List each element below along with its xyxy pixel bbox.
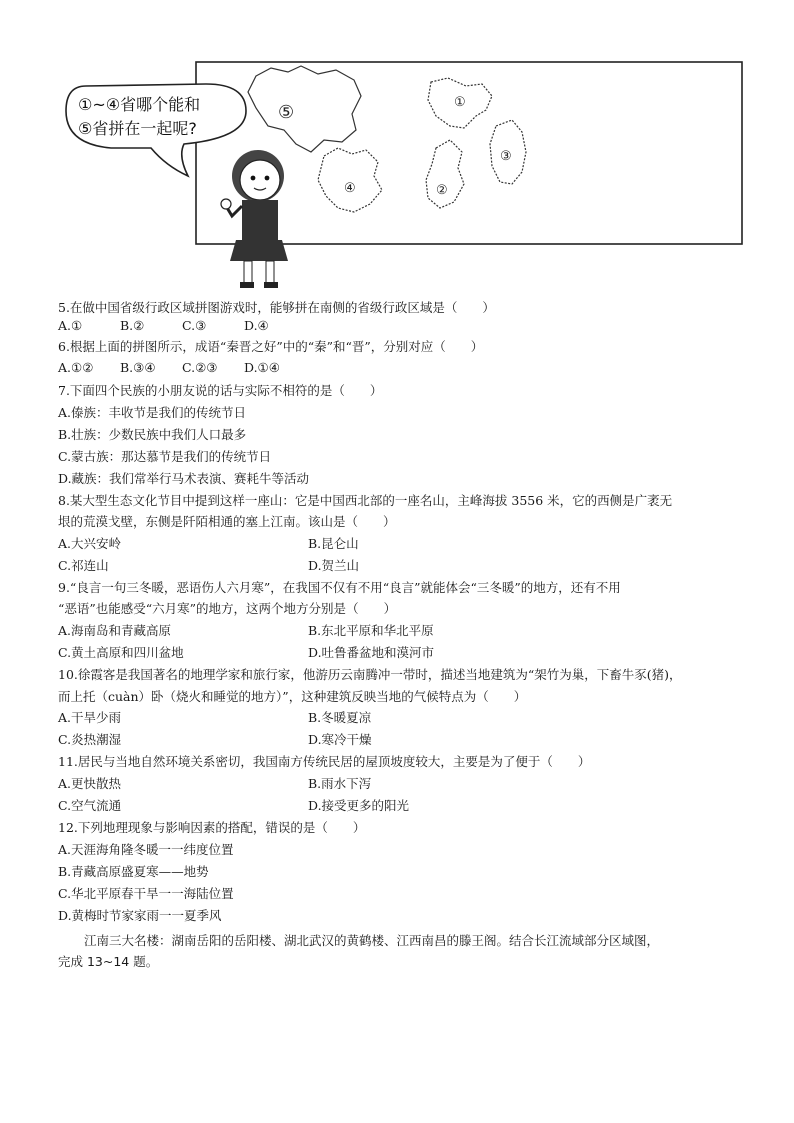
question-8-line-1: 8.某大型生态文化节目中提到这样一座山：它是中国西北部的一座名山，主峰海拔 3556 米，它的西侧是广袤无 [58,493,673,508]
question-10-options-row2 [58,732,558,748]
q5-option-a[interactable]: A.① [58,318,83,333]
q8-option-d[interactable]: D.贺兰山 [308,558,360,573]
q9-option-d[interactable]: D.吐鲁番盆地和漠河市 [308,645,435,660]
q12-option-c[interactable]: C.华北平原春干旱一一海陆位置 [58,886,234,901]
province-5-label: ⑤ [278,102,295,123]
q9-option-a[interactable]: A.海南岛和青藏高原 [58,623,172,638]
question-6: 6.根据上面的拼图所示，成语“秦晋之好”中的“秦”和“晋”，分别对应（ ） [58,339,484,354]
province-3-label: ③ [500,149,512,164]
question-8-options-row1 [58,536,558,552]
question-11-options-row1 [58,776,558,792]
speech-line-2: ⑤省拼在一起呢? [78,119,197,138]
question-9-line-1: 9.“良言一句三冬暖，恶语伤人六月寒”，在我国不仅有不用“良言”就能体会“三冬暖”的地方，还有不用 [58,580,621,595]
question-8-options-row2 [58,558,558,574]
q11-option-a[interactable]: A.更快散热 [58,776,122,791]
q9-option-b[interactable]: B.东北平原和华北平原 [308,623,434,638]
intro-line-1: 江南三大名楼：湖南岳阳的岳阳楼、湖北武汉的黄鹤楼、江西南昌的滕王阁。结合长江流域部分区域图， [84,933,660,948]
intro-line-2: 完成 13~14 题。 [58,954,159,969]
q12-option-d[interactable]: D.黄梅时节家家雨一一夏季风 [58,908,222,923]
q5-option-c[interactable]: C.③ [182,318,207,333]
q5-option-d[interactable]: D.④ [244,318,269,333]
puzzle-illustration [56,56,746,296]
question-11-options-row2 [58,798,558,814]
q10-option-a[interactable]: A.干旱少雨 [58,710,122,725]
question-10-options-row1 [58,710,558,726]
q5-option-b[interactable]: B.② [120,318,145,333]
question-8-line-2: 垠的荒漠戈壁，东侧是阡陌相通的塞上江南。该山是（ ） [58,514,396,529]
question-12: 12.下列地理现象与影响因素的搭配，错误的是（ ） [58,820,366,835]
q6-option-b[interactable]: B.③④ [120,360,156,375]
q10-option-c[interactable]: C.炎热潮湿 [58,732,122,747]
q7-option-b[interactable]: B.壮族：少数民族中我们人口最多 [58,427,247,442]
speech-line-1: ①~④省哪个能和 [78,95,201,114]
q8-option-b[interactable]: B.昆仑山 [308,536,359,551]
question-6-options [58,360,306,376]
question-10-line-1: 10.徐霞客是我国著名的地理学家和旅行家，他游历云南腾冲一带时，描述当地建筑为“架竹为巢，下畜牛豕(猪)， [58,667,682,682]
question-10-line-2: 而上托（cuàn）卧（烧火和睡觉的地方）”，这种建筑反映当地的气候特点为（ ） [58,689,527,704]
q8-option-c[interactable]: C.祁连山 [58,558,109,573]
question-5-options [58,318,306,334]
q10-option-d[interactable]: D.寒冷干燥 [308,732,372,747]
question-11: 11.居民与当地自然环境关系密切，我国南方传统民居的屋顶坡度较大，主要是为了便于（ ） [58,754,591,769]
q12-option-a[interactable]: A.天涯海角隆冬暖一一纬度位置 [58,842,234,857]
q6-option-c[interactable]: C.②③ [182,360,218,375]
q11-option-c[interactable]: C.空气流通 [58,798,122,813]
province-1-label: ① [454,95,466,110]
q12-option-b[interactable]: B.青藏高原盛夏寒——地势 [58,864,209,879]
question-9-options-row1 [58,623,558,639]
q6-option-a[interactable]: A.①② [58,360,94,375]
province-4-label: ④ [344,181,356,196]
q6-option-d[interactable]: D.①④ [244,360,280,375]
question-9-line-2: “恶语”也能感受“六月寒”的地方，这两个地方分别是（ ） [58,601,397,616]
question-7: 7.下面四个民族的小朋友说的话与实际不相符的是（ ） [58,383,383,398]
q7-option-c[interactable]: C.蒙古族：那达慕节是我们的传统节日 [58,449,272,464]
q8-option-a[interactable]: A.大兴安岭 [58,536,122,551]
province-2-label: ② [436,183,448,198]
question-9-options-row2 [58,645,558,661]
intro-paragraph [58,930,748,972]
q9-option-c[interactable]: C.黄土高原和四川盆地 [58,645,184,660]
q7-option-a[interactable]: A.傣族：丰收节是我们的传统节日 [58,405,247,420]
question-5: 5.在做中国省级行政区域拼图游戏时，能够拼在南侧的省级行政区域是（ ） [58,300,495,315]
q11-option-b[interactable]: B.雨水下泻 [308,776,372,791]
q10-option-b[interactable]: B.冬暖夏凉 [308,710,372,725]
q7-option-d[interactable]: D.藏族：我们常举行马术表演、赛耗牛等活动 [58,471,310,486]
q11-option-d[interactable]: D.接受更多的阳光 [308,798,410,813]
